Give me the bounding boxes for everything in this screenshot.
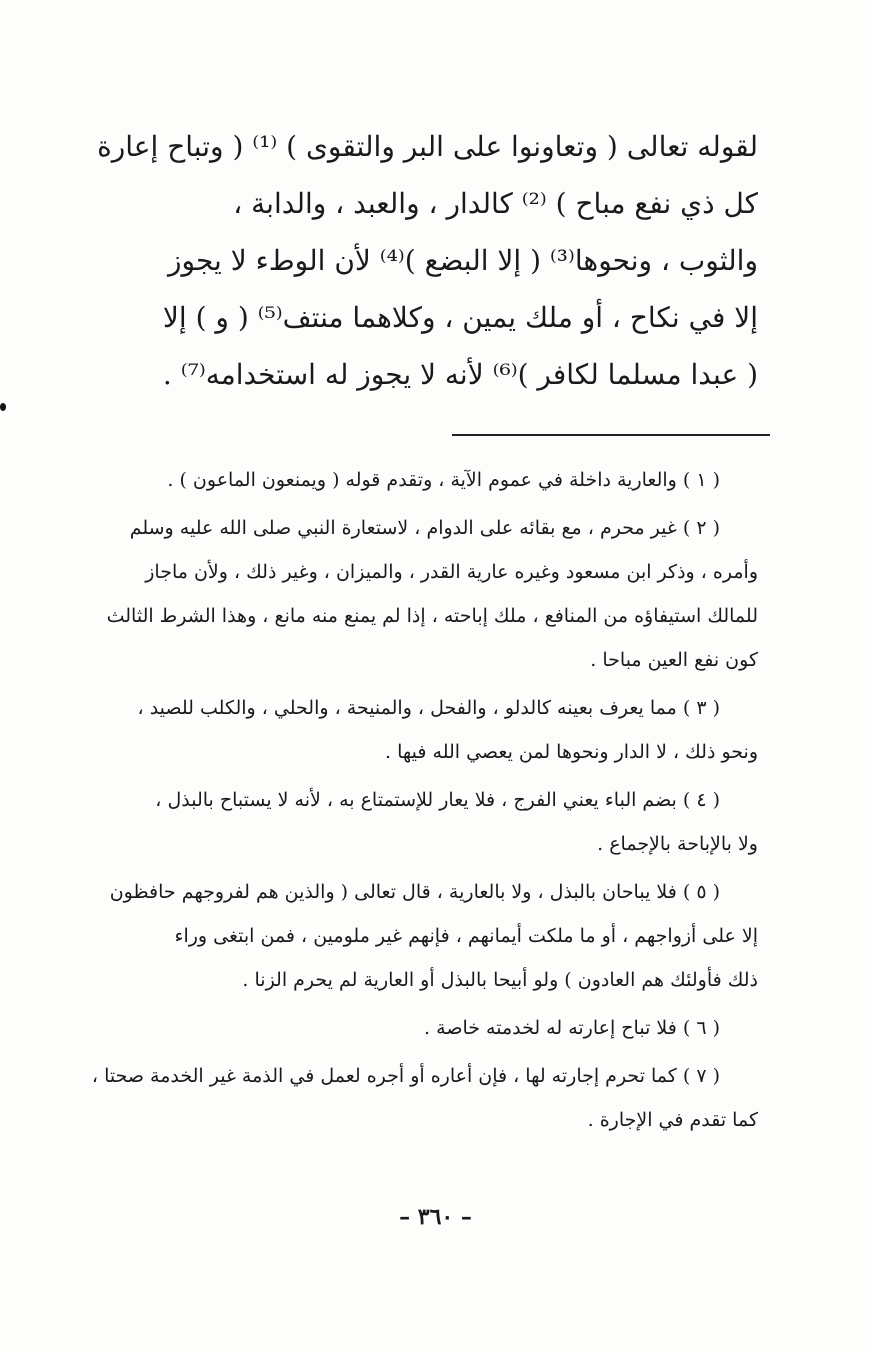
footnote-line: ذلك فأولئك هم العادون ) ولو أبيحا بالبذل أو العارية لم يحرم الزنا . [242, 969, 758, 991]
main-text-line: كل ذي نفع مباح ) ⁽²⁾ كالدار ، والعبد ، والدابة ، [233, 187, 758, 220]
footnote-line: ( ٦ ) فلا تباح إعارته له لخدمته خاصة . [424, 1017, 720, 1039]
footnote-line: إلا على أزواجهم ، أو ما ملكت أيمانهم ، فإنهم غير ملومين ، فمن ابتغى وراء [174, 925, 758, 947]
footnote-line: كما تقدم في الإجارة . [587, 1109, 758, 1131]
footnote-line: ( ٥ ) فلا يباحان بالبذل ، ولا بالعارية ، قال تعالى ( والذين هم لفروجهم حافظون [109, 881, 720, 903]
footnote-line: ونحو ذلك ، لا الدار ونحوها لمن يعصي الله فيها . [385, 741, 758, 763]
main-text-line: لقوله تعالى ( وتعاونوا على البر والتقوى ) ⁽¹⁾ ( وتباح إعارة [97, 130, 758, 163]
footnote-3 [28, 686, 758, 774]
main-text-line: والثوب ، ونحوها⁽³⁾ ( إلا البضع )⁽⁴⁾ لأن الوطء لا يجوز [167, 244, 758, 277]
footnote-7 [28, 1054, 758, 1142]
footnote-line: ( ٧ ) كما تحرم إجارته لها ، فإن أعاره أو أجره لعمل في الذمة غير الخدمة صحتا ، [91, 1065, 720, 1087]
main-text-line: إلا في نكاح ، أو ملك يمين ، وكلاهما منتف⁽⁵⁾ ( و ) إلا [162, 301, 758, 334]
footnote-1 [28, 458, 758, 502]
footnote-5 [28, 870, 758, 1002]
footnote-line: ( ٤ ) بضم الباء يعني الفرج ، فلا يعار للإستمتاع به ، لأنه لا يستباح بالبذل ، [155, 789, 720, 811]
main-text-line: ( عبدا مسلما لكافر )⁽⁶⁾ لأنه لا يجوز له استخدامه⁽⁷⁾ . [162, 358, 758, 391]
footnote-line: ( ٢ ) غير محرم ، مع بقائه على الدوام ، لاستعارة النبي صلى الله عليه وسلم [129, 517, 720, 539]
footnote-4 [28, 778, 758, 866]
footnote-2 [28, 506, 758, 682]
main-text-block [28, 118, 758, 403]
footnote-line: ( ٣ ) مما يعرف بعينه كالدلو ، والفحل ، والمنيحة ، والحلي ، والكلب للصيد ، [137, 697, 720, 719]
footnote-line: للمالك استيفاؤه من المنافع ، ملك إباحته ، إذا لم يمنع منه مانع ، وهذا الشرط الثالث [106, 605, 758, 627]
footnote-divider [452, 434, 770, 436]
footnotes-block [28, 458, 758, 1146]
footnote-6 [28, 1006, 758, 1050]
margin-mark [0, 403, 6, 411]
page-number: – ٣٦٠ – [399, 1204, 472, 1230]
footnote-line: ولا بالإباحة بالإجماع . [597, 833, 758, 855]
footnote-line: كون نفع العين مباحا . [590, 649, 758, 671]
footnote-line: وأمره ، وذكر ابن مسعود وغيره عارية القدر ، والميزان ، وغير ذلك ، ولأن ماجاز [145, 561, 758, 583]
footnote-line: ( ١ ) والعارية داخلة في عموم الآية ، وتقدم قوله ( ويمنعون الماعون ) . [167, 469, 720, 491]
